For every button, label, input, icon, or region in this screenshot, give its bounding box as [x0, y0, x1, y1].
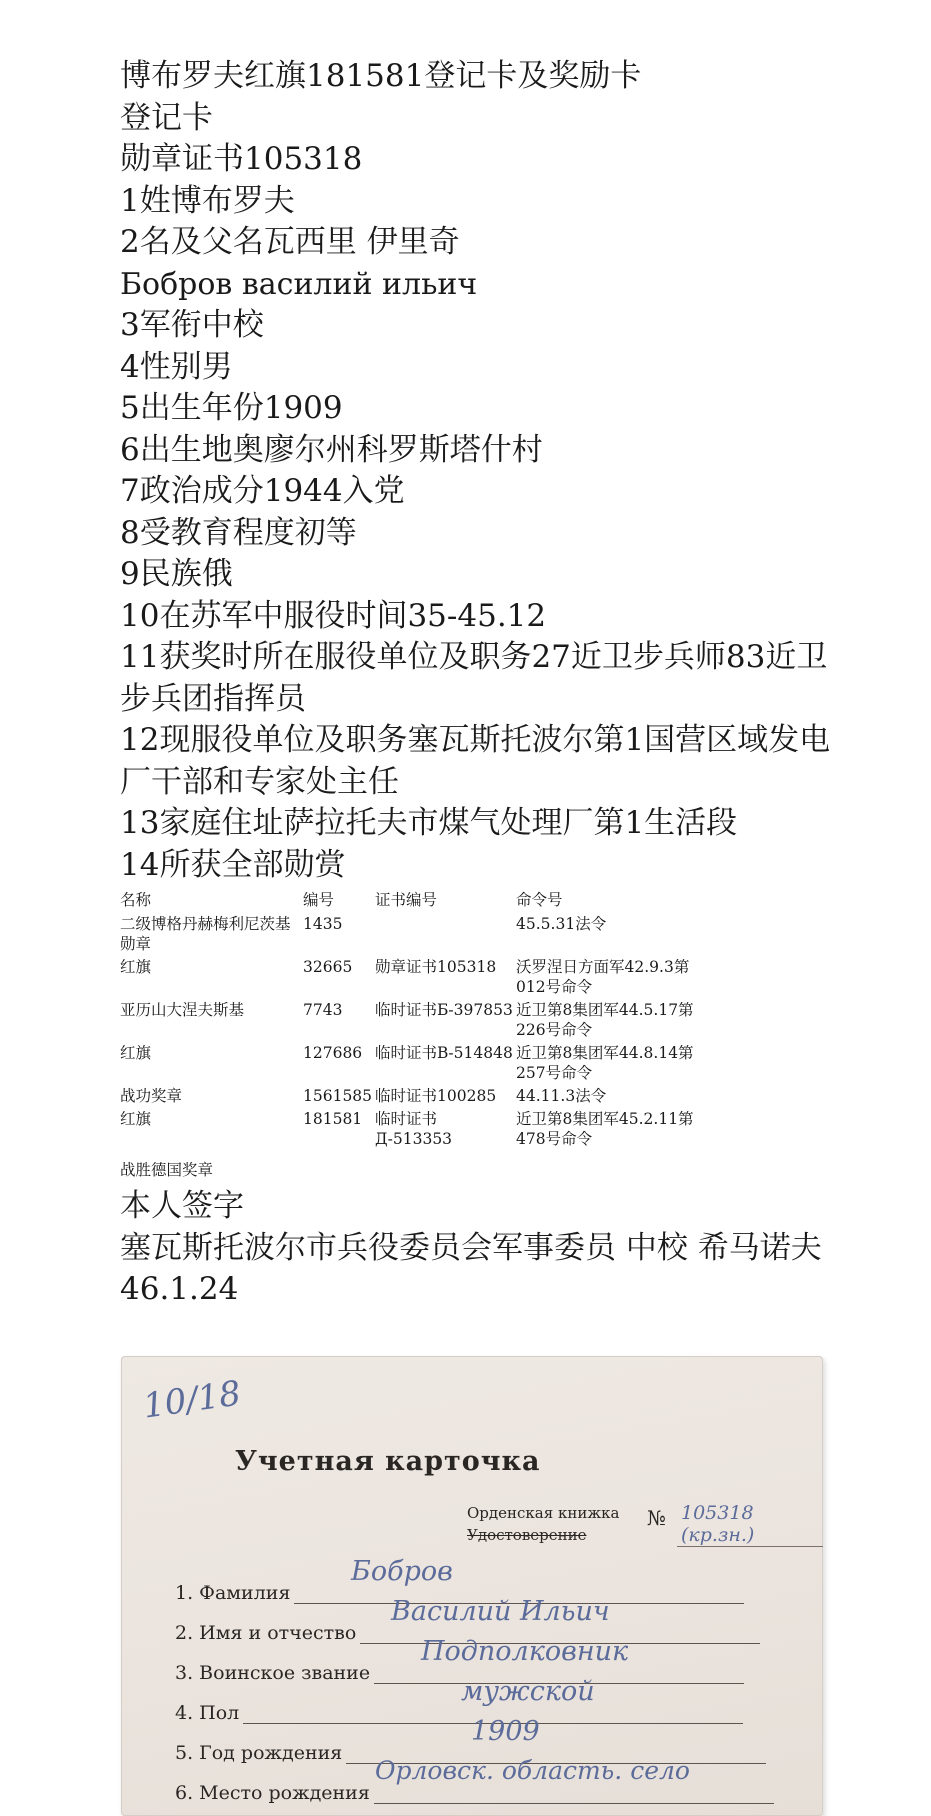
award-number: 127686 — [303, 1044, 363, 1062]
awards-extra-medal: 战胜德国奖章 — [120, 1161, 214, 1179]
field-name-patronymic: 2名及父名瓦西里 伊里奇 — [120, 224, 460, 260]
award-number: 1561585 — [303, 1087, 373, 1105]
award-order: 45.5.31法令 — [516, 915, 607, 933]
table-row — [120, 1043, 705, 1086]
card-field-label: 3. Воинское звание — [175, 1662, 371, 1684]
award-cert: 临时证书Д-513353 — [375, 1110, 453, 1148]
card-field-label: 6. Место рождения — [175, 1782, 370, 1804]
card-field-value: Бобров — [351, 1556, 453, 1587]
award-number: 7743 — [303, 1001, 343, 1019]
table-row — [120, 957, 705, 1000]
award-number: 181581 — [303, 1110, 363, 1128]
field-rank: 3军衔中校 — [120, 307, 264, 343]
table-row — [120, 1109, 705, 1152]
table-row — [120, 1086, 705, 1109]
award-cert: 临时证书В-514848 — [375, 1044, 513, 1062]
card-field-value: Подполковник — [421, 1636, 629, 1667]
award-cert — [375, 914, 516, 957]
award-cert: 临时证书Б-397853 — [375, 1001, 513, 1019]
commissar-line: 塞瓦斯托波尔市兵役委员会军事委员 中校 希马诺夫 — [120, 1229, 822, 1266]
award-number: 1435 — [303, 915, 343, 933]
card-cert-type — [467, 1502, 619, 1546]
awards-header-row — [120, 890, 705, 914]
card-number-label: № — [647, 1506, 666, 1530]
table-row — [120, 1000, 705, 1043]
document-text — [120, 56, 860, 1311]
card-field-value: мужской — [461, 1676, 595, 1707]
header-name: 名称 — [120, 891, 152, 909]
cert-number-line: 勋章证书105318 — [120, 141, 363, 177]
scanned-record-card — [121, 1356, 823, 1816]
field-awards-heading: 14所获全部勋赏 — [120, 846, 346, 883]
signature-line: 本人签字 — [120, 1188, 244, 1224]
card-corner-number: 10/18 — [140, 1373, 244, 1427]
card-field-label: 4. Пол — [175, 1702, 240, 1724]
award-name: 战功奖章 — [120, 1087, 183, 1105]
field-birthplace: 6出生地奥廖尔州科罗斯塔什村 — [120, 431, 543, 468]
card-field-value: Орловск. область. село — [375, 1756, 690, 1785]
award-name: 亚历山大涅夫斯基 — [120, 1001, 245, 1019]
header-number: 编号 — [303, 891, 335, 909]
award-name: 二级博格丹赫梅利尼茨基勋章 — [120, 915, 291, 953]
field-sex: 4性别男 — [120, 348, 233, 385]
field-unit-at-award: 11获奖时所在服役单位及职务27近卫步兵师83近卫步兵团指挥员 — [120, 639, 828, 717]
header-cert: 证书编号 — [375, 891, 438, 909]
card-cert-strike: Удостоверение — [467, 1526, 587, 1544]
award-cert: 勋章证书105318 — [375, 958, 497, 976]
award-name: 红旗 — [120, 958, 152, 976]
doc-subtitle: 登记卡 — [120, 99, 213, 136]
doc-date: 46.1.24 — [120, 1271, 239, 1307]
doc-title: 博布罗夫红旗181581登记卡及奖励卡 — [120, 58, 642, 94]
card-field — [175, 1782, 774, 1804]
table-row — [120, 914, 705, 957]
card-field-label: 1. Фамилия — [175, 1582, 291, 1604]
field-birth-year: 5出生年份1909 — [120, 390, 343, 426]
award-order: 沃罗涅日方面军42.9.3第012号命令 — [516, 958, 690, 996]
award-order: 近卫第8集团军45.2.11第478号命令 — [516, 1110, 694, 1148]
card-field-label: 5. Год рождения — [175, 1742, 343, 1764]
field-education: 8受教育程度初等 — [120, 514, 357, 551]
award-order: 近卫第8集团军44.8.14第257号命令 — [516, 1044, 694, 1082]
award-order: 44.11.3法令 — [516, 1087, 607, 1105]
award-name: 红旗 — [120, 1044, 152, 1062]
field-nationality: 9民族俄 — [120, 556, 233, 592]
header-order: 命令号 — [516, 891, 563, 909]
card-title: Учетная карточка — [235, 1446, 541, 1477]
field-party: 7政治成分1944入党 — [120, 473, 405, 509]
field-current-unit: 12现服役单位及职务塞瓦斯托波尔第1国营区域发电厂干部和专家处主任 — [120, 722, 831, 800]
field-address: 13家庭住址萨拉托夫市煤气处理厂第1生活段 — [120, 805, 738, 841]
card-field-value: 1909 — [471, 1716, 540, 1747]
award-cert: 临时证书100285 — [375, 1087, 497, 1105]
field-surname: 1姓博布罗夫 — [120, 182, 295, 219]
card-field — [175, 1702, 743, 1724]
card-field-label: 2. Имя и отчество — [175, 1622, 357, 1644]
card-cert-book: Орденская книжка — [467, 1504, 620, 1522]
card-field-value: Василий Ильич — [391, 1596, 610, 1627]
award-order: 近卫第8集团军44.5.17第226号命令 — [516, 1001, 694, 1039]
awards-table — [120, 890, 705, 1152]
field-name-russian: Бобров василий ильич — [120, 266, 478, 302]
field-service-period: 10在苏军中服役时间35-45.12 — [120, 597, 547, 634]
card-number-value: 105318 (кр.зн.) — [677, 1502, 823, 1547]
award-number: 32665 — [303, 958, 353, 976]
award-name: 红旗 — [120, 1110, 152, 1128]
